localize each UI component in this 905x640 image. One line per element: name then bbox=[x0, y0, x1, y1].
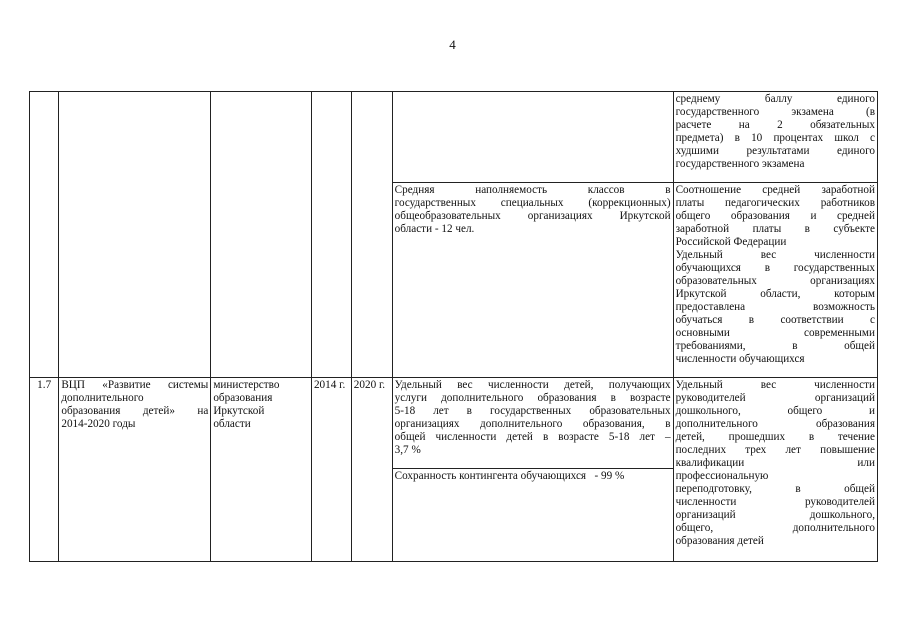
program-table bbox=[29, 91, 878, 562]
cell-num-1-7: 1.7 bbox=[30, 378, 59, 562]
target-line: государственных специальных (коррекционных) bbox=[394, 197, 671, 209]
indicator-line: требованиями, в общей bbox=[675, 340, 875, 352]
indicator-line: государственного экзамена (в bbox=[675, 106, 875, 118]
target-line: 3,7 % bbox=[394, 444, 421, 456]
indicator-line: расчете на 2 обязательных bbox=[675, 119, 875, 131]
cell-target-1-7-a bbox=[392, 378, 673, 469]
target-line: Удельный вес численности детей, получающих bbox=[394, 379, 671, 391]
indicator-line: численности руководителей bbox=[675, 496, 875, 508]
indicator-line: организаций дошкольного, bbox=[675, 509, 875, 521]
target-line: 5-18 лет в государственных образовательных bbox=[394, 405, 671, 417]
indicator-line: обучающихся в государственных bbox=[675, 262, 875, 274]
name-line: ВЦП «Развитие системы bbox=[61, 379, 209, 391]
cell-target-empty bbox=[392, 92, 673, 183]
target-line: общеобразовательных организациях Иркутской bbox=[394, 210, 671, 222]
executor-line: образования bbox=[213, 392, 273, 404]
indicator-line: платы педагогических работников bbox=[675, 197, 875, 209]
target-line: общей численности детей в возрасте 5-18 лет – bbox=[394, 431, 671, 443]
target-line: услуги дополнительного образования в возрасте bbox=[394, 392, 671, 404]
cell-indicator-bottom bbox=[673, 183, 877, 378]
name-line: дополнительного bbox=[61, 392, 144, 404]
indicator-line: профессиональную bbox=[675, 470, 769, 482]
indicator-line: образования детей bbox=[675, 535, 764, 547]
indicator-line: переподготовку, в общей bbox=[675, 483, 875, 495]
executor-line: области bbox=[213, 418, 251, 430]
indicator-line: дошкольного, общего и bbox=[675, 405, 875, 417]
cell-start-continued bbox=[311, 92, 351, 378]
indicator-line: заработной платы в субъекте bbox=[675, 223, 875, 235]
indicator-line: детей, прошедших в течение bbox=[675, 431, 875, 443]
indicator-line: последних трех лет повышение bbox=[675, 444, 875, 456]
indicator-line: среднему баллу единого bbox=[675, 93, 875, 105]
name-line: 2014-2020 годы bbox=[61, 418, 136, 430]
cell-executor-1-7 bbox=[211, 378, 312, 562]
indicator-line: общего образования и средней bbox=[675, 210, 875, 222]
target-line: области - 12 чел. bbox=[394, 223, 475, 235]
executor-line: Иркутской bbox=[213, 405, 265, 417]
cell-indicator-1-7 bbox=[673, 378, 877, 562]
target-line: организациях дополнительного образования, в bbox=[394, 418, 671, 430]
indicator-line: предоставлена возможность bbox=[675, 301, 875, 313]
indicator-line: Иркутской области, которым bbox=[675, 288, 875, 300]
indicator-line: обучаться в соответствии с bbox=[675, 314, 875, 326]
page-number: 4 bbox=[449, 37, 456, 52]
indicator-line: Удельный вес численности bbox=[675, 249, 875, 261]
indicator-line: Российской Федерации bbox=[675, 236, 787, 248]
indicator-line: численности обучающихся bbox=[675, 353, 805, 365]
cell-target-1-7-b: Сохранность контингента обучающихся - 99 % bbox=[392, 469, 673, 562]
indicator-line: дополнительного образования bbox=[675, 418, 875, 430]
indicator-line: квалификации или bbox=[675, 457, 875, 469]
table-row-continued bbox=[30, 92, 878, 183]
cell-num-continued bbox=[30, 92, 59, 378]
indicator-line: Соотношение средней заработной bbox=[675, 184, 875, 196]
cell-end-continued bbox=[351, 92, 392, 378]
target-line: Средняя наполняемость классов в bbox=[394, 184, 671, 196]
executor-line: министерство bbox=[213, 379, 280, 391]
cell-name-continued bbox=[59, 92, 211, 378]
table-row-1-7 bbox=[30, 378, 878, 469]
cell-executor-continued bbox=[211, 92, 312, 378]
indicator-line: государственного экзамена bbox=[675, 158, 805, 170]
indicator-line: общего, дополнительного bbox=[675, 522, 875, 534]
indicator-line: предмета) в 10 процентах школ с bbox=[675, 132, 875, 144]
indicator-line: руководителей организаций bbox=[675, 392, 875, 404]
cell-target-classes bbox=[392, 183, 673, 378]
indicator-line: образовательных организациях bbox=[675, 275, 875, 287]
cell-start-1-7: 2014 г. bbox=[311, 378, 351, 562]
cell-name-1-7 bbox=[59, 378, 211, 562]
cell-indicator-top bbox=[673, 92, 877, 183]
indicator-line: худшими результатами единого bbox=[675, 145, 875, 157]
name-line: образования детей» на bbox=[61, 405, 209, 417]
cell-end-1-7: 2020 г. bbox=[351, 378, 392, 562]
indicator-line: Удельный вес численности bbox=[675, 379, 875, 391]
indicator-line: основными современными bbox=[675, 327, 875, 339]
